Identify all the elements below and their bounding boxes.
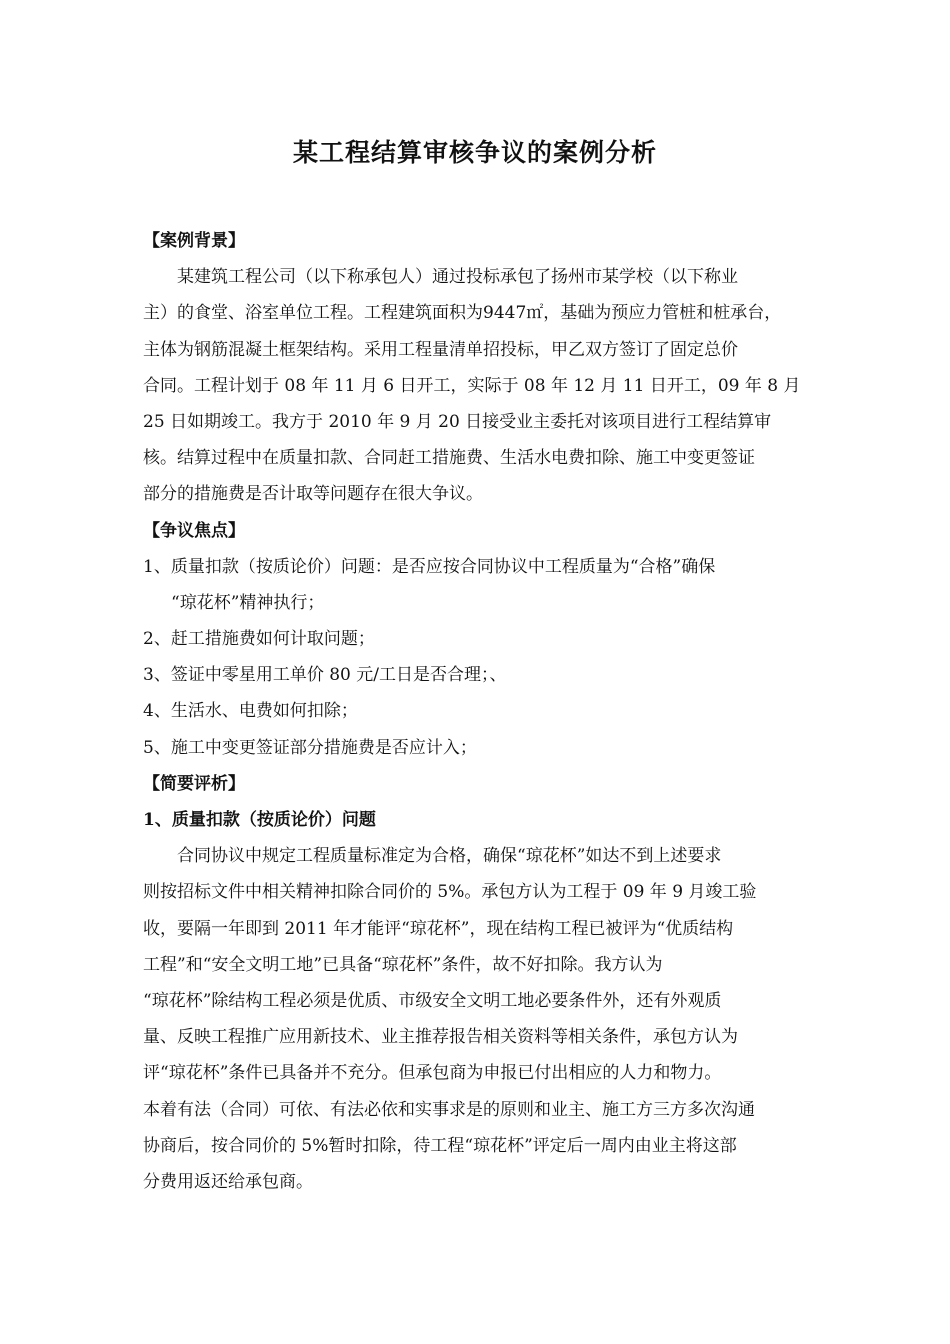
section-heading-background: 【案例背景】 <box>143 231 245 251</box>
focus-item: 3、签证中零星用工单价 80 元/工日是否合理；、 <box>143 665 507 686</box>
analysis-line: 本着有法（合同）可依、有法必依和实事求是的原则和业主、施工方三方多次沟通 <box>143 1099 755 1120</box>
document-body <box>143 223 811 1200</box>
analysis-line: 收，要隔一年即到 2011 年才能评“琼花杯”，现在结构工程已被评为“优质结构 <box>143 918 734 939</box>
document-title: 某工程结算审核争议的案例分析 <box>292 138 657 167</box>
background-line: 主体为钢筋混凝土框架结构。采用工程量清单招投标，甲乙双方签订了固定总价 <box>143 339 738 360</box>
background-line: 主）的食堂、浴室单位工程。工程建筑面积为9447㎡，基础为预应力管桩和桩承台， <box>143 303 782 324</box>
analysis-line: “琼花杯”除结构工程必须是优质、市级安全文明工地必要条件外，还有外观质 <box>143 990 722 1011</box>
focus-item: 1、质量扣款（按质论价）问题：是否应按合同协议中工程质量为“合格”确保 <box>143 556 716 577</box>
analysis-subheading: 1、质量扣款（按质论价）问题 <box>143 810 376 830</box>
analysis-line: 分费用返还给承包商。 <box>143 1171 313 1192</box>
focus-item: 2、赶工措施费如何计取问题； <box>143 629 375 650</box>
analysis-line: 量、反映工程推广应用新技术、业主推荐报告相关资料等相关条件，承包方认为 <box>143 1027 738 1048</box>
analysis-line: 合同协议中规定工程质量标准定为合格，确保“琼花杯”如达不到上述要求 <box>177 846 722 867</box>
background-line: 核。结算过程中在质量扣款、合同赶工措施费、生活水电费扣除、施工中变更签证 <box>143 448 755 469</box>
analysis-line: 评“琼花杯”条件已具备并不充分。但承包商为申报已付出相应的人力和物力。 <box>143 1063 722 1084</box>
analysis-line: 则按招标文件中相关精神扣除合同价的 5%。承包方认为工程于 09 年 9 月竣工验 <box>143 882 757 903</box>
background-line: 某建筑工程公司（以下称承包人）通过投标承包了扬州市某学校（以下称业 <box>177 267 738 288</box>
focus-item: 5、施工中变更签证部分措施费是否应计入； <box>143 737 477 758</box>
background-line: 25 日如期竣工。我方于 2010 年 9 月 20 日接受业主委托对该项目进行工程结算审 <box>143 411 772 432</box>
background-line: 合同。工程计划于 08 年 11 月 6 日开工，实际于 08 年 12 月 11 日开工，09 年 8 月 <box>143 375 801 396</box>
focus-item-continuation: “琼花杯”精神执行； <box>171 592 325 613</box>
analysis-line: 工程”和“安全文明工地”已具备“琼花杯”条件，故不好扣除。我方认为 <box>143 954 663 975</box>
section-heading-focus: 【争议焦点】 <box>143 520 245 541</box>
focus-item: 4、生活水、电费如何扣除； <box>143 701 358 722</box>
section-heading-analysis: 【简要评析】 <box>143 773 245 794</box>
background-line: 部分的措施费是否计取等问题存在很大争议。 <box>143 484 483 505</box>
analysis-line: 协商后，按合同价的 5%暂时扣除，待工程“琼花杯”评定后一周内由业主将这部 <box>143 1135 737 1156</box>
